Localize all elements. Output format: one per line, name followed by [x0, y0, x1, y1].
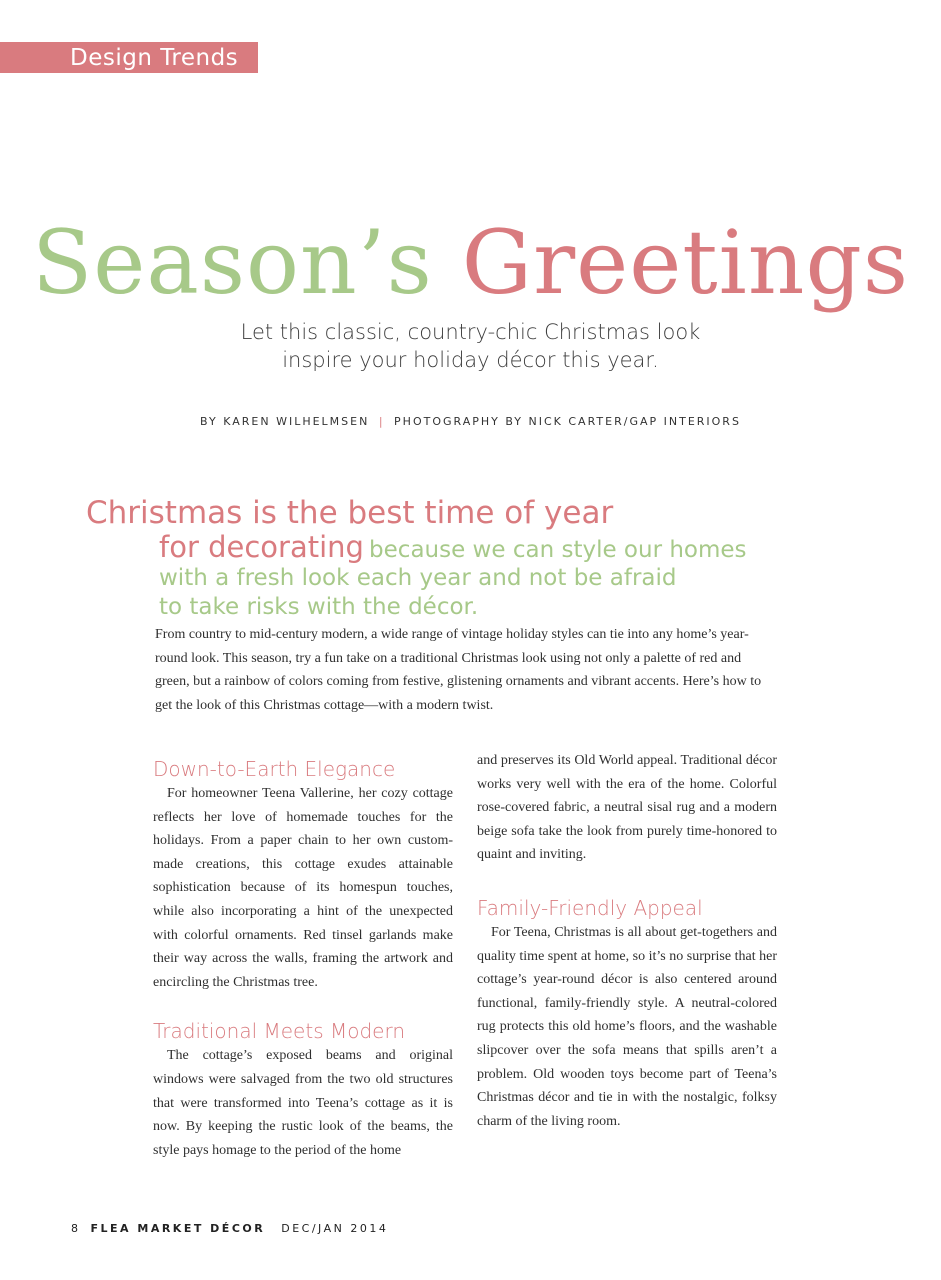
title-word-greetings: Greetings: [461, 211, 909, 314]
magazine-name: FLEA MARKET DÉCOR: [90, 1222, 266, 1235]
intro-paragraph: From country to mid-century modern, a wide range of vintage holiday styles can tie into any home’s year-round look. This season, try a fun take on a traditional Christmas look using not only a palette of red and green, but a rainbow of colors coming from festive, glistening ornaments and vibrant accents. Here’s how to get the look of this Christmas cottage—with a modern twist.: [155, 627, 762, 713]
heading-traditional-meets-modern: Traditional Meets Modern: [153, 1019, 406, 1044]
byline-author: BY KAREN WILHELMSEN: [200, 415, 370, 428]
column-left: [153, 756, 453, 1162]
byline-separator: |: [378, 415, 385, 428]
section-tag: Design Trends: [0, 42, 258, 73]
paragraph-traditional-continued: and preserves its Old World appeal. Traditional décor works very well with the era of the home. Colorful rose-covered fabric, a neutral sisal rug and a modern beige sofa take the look from purely time-honored to quaint and inviting.: [477, 753, 777, 863]
byline-photo-credit: PHOTOGRAPHY BY NICK CARTER/GAP INTERIORS: [394, 415, 741, 428]
byline: [0, 415, 941, 428]
page-footer: [71, 1222, 388, 1235]
subtitle-line-1: Let this classic, country-chic Christmas look: [240, 320, 701, 344]
page-title: [0, 208, 941, 318]
pull-quote-line-2-red: for decorating: [159, 530, 364, 564]
heading-family-friendly-appeal: Family-Friendly Appeal: [477, 895, 703, 920]
paragraph-family: For Teena, Christmas is all about get-togethers and quality time spent at home, so it’s no surprise that her cottage’s year-round décor is also centered around functional, family-friendly style. A neutral-colored rug protects this old home’s floors, and the washable slipcover over the sofa means that spills aren’t a problem. Old wooden toys become part of Teena’s Christmas décor and tie in with the nostalgic, folksy charm of the living room.: [477, 924, 777, 1129]
pull-quote-line-2: [159, 530, 747, 564]
pull-quote-line-1: Christmas is the best time of year: [86, 495, 614, 531]
paragraph-traditional: The cottage’s exposed beams and original windows were salvaged from the two old structures that were transformed into Teena’s cottage as it is now. By keeping the rustic look of the beams, the style pays homage to the period of the home: [153, 1048, 453, 1158]
subtitle-line-2: inspire your holiday décor this year.: [282, 348, 659, 372]
column-right: [477, 749, 777, 1133]
heading-down-to-earth-elegance: Down-to-Earth Elegance: [153, 757, 396, 781]
subtitle: [0, 318, 941, 374]
page-number: 8: [71, 1222, 81, 1235]
paragraph-elegance: For homeowner Teena Vallerine, her cozy cottage reflects her love of homemade touches for the holidays. From a paper chain to her own custom-made creations, this cottage exudes attainable sophistication because of its homespun touches, while also incorporating a hint of the unexpected with colorful ornaments. Red tinsel garlands make their way across the walls, framing the artwork and encircling the Christmas tree.: [153, 786, 453, 990]
issue-date: DEC/JAN 2014: [281, 1222, 389, 1235]
pull-quote-line-2-green: because we can style our homes: [369, 537, 747, 563]
pull-quote-line-3: with a fresh look each year and not be afraid: [159, 565, 677, 591]
pull-quote-line-4: to take risks with the décor.: [159, 594, 479, 620]
title-word-seasons: Season’s: [32, 211, 433, 314]
